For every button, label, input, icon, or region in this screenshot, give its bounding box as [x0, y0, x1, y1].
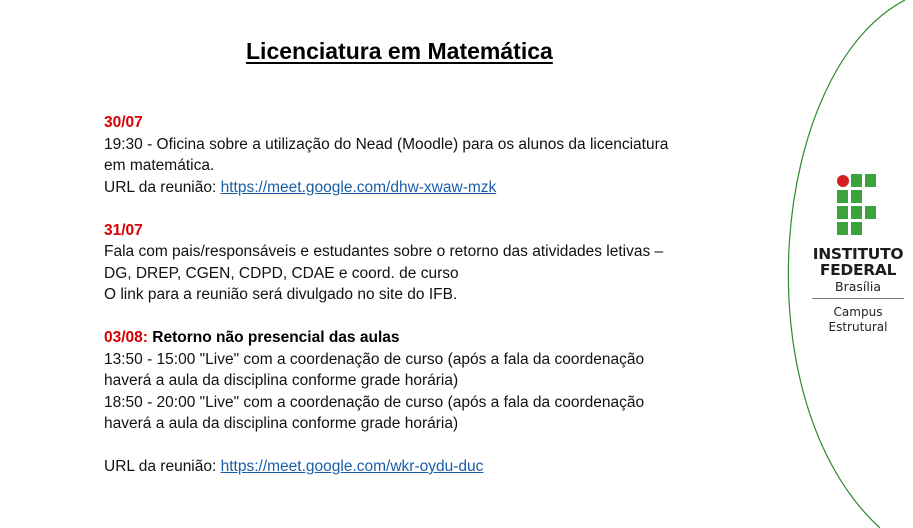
event-line: O link para a reunião será divulgado no site do IFB.: [104, 286, 458, 303]
logo-text-instituto: INSTITUTO: [812, 245, 904, 263]
event-date-label: 31/07: [104, 221, 143, 239]
logo-square: [851, 190, 862, 203]
page-title: Licenciatura em Matemática: [246, 38, 553, 64]
logo-text-estrutural: Estrutural: [828, 320, 888, 334]
event-heading: Retorno não presencial das aulas: [152, 329, 400, 346]
event-line: em matemática.: [104, 157, 215, 174]
event-line: 19:30 - Oficina sobre a utilização do Nead (Moodle) para os alunos da licenciatura: [104, 135, 669, 153]
logo-red-dot: [837, 175, 849, 187]
logo-divider: [812, 298, 904, 299]
ifb-logo-mark-icon: [836, 174, 878, 236]
ifb-logo: [810, 174, 906, 344]
logo-square: [837, 190, 848, 203]
event-line: Fala com pais/responsáveis e estudantes sobre o retorno das atividades letivas –: [104, 243, 664, 260]
meeting-url-label: URL da reunião:: [104, 178, 221, 196]
event-date: [104, 112, 714, 134]
schedule-content: [104, 112, 714, 478]
meeting-url-label: URL da reunião:: [104, 458, 221, 475]
event-date-label: 03/08:: [104, 329, 148, 346]
logo-square: [851, 206, 862, 219]
logo-square: [865, 206, 876, 219]
event-line: haverá a aula da disciplina conforme grade horária): [104, 372, 459, 389]
logo-text-campus: Campus: [833, 305, 883, 319]
logo-square: [837, 222, 848, 235]
logo-text-federal: FEDERAL: [819, 261, 897, 279]
event-line: 13:50 - 15:00 "Live" com a coordenação de curso (após a fala da coordenação: [104, 350, 645, 368]
logo-square: [837, 206, 848, 219]
event-line: 18:50 - 20:00 "Live" com a coordenação de curso (após a fala da coordenação: [104, 393, 645, 411]
logo-text-brasilia: Brasília: [835, 279, 881, 294]
meeting-link[interactable]: https://meet.google.com/wkr-oydu-duc: [220, 458, 484, 475]
event-date-label: 30/07: [104, 114, 143, 131]
event-line: haverá a aula da disciplina conforme grade horária): [104, 415, 459, 432]
event-date: [104, 327, 714, 349]
event-date: [104, 220, 714, 242]
spacer: [104, 435, 714, 457]
event-line: DG, DREP, CGEN, CDPD, CDAE e coord. de curso: [104, 264, 459, 282]
logo-square: [851, 222, 862, 235]
logo-square: [865, 174, 876, 187]
meeting-link[interactable]: https://meet.google.com/dhw-xwaw-mzk: [220, 178, 497, 196]
meeting-url-line: [104, 456, 714, 478]
spacer: [104, 306, 714, 328]
logo-square: [851, 174, 862, 187]
spacer: [104, 198, 714, 220]
meeting-url-line: [104, 177, 714, 199]
